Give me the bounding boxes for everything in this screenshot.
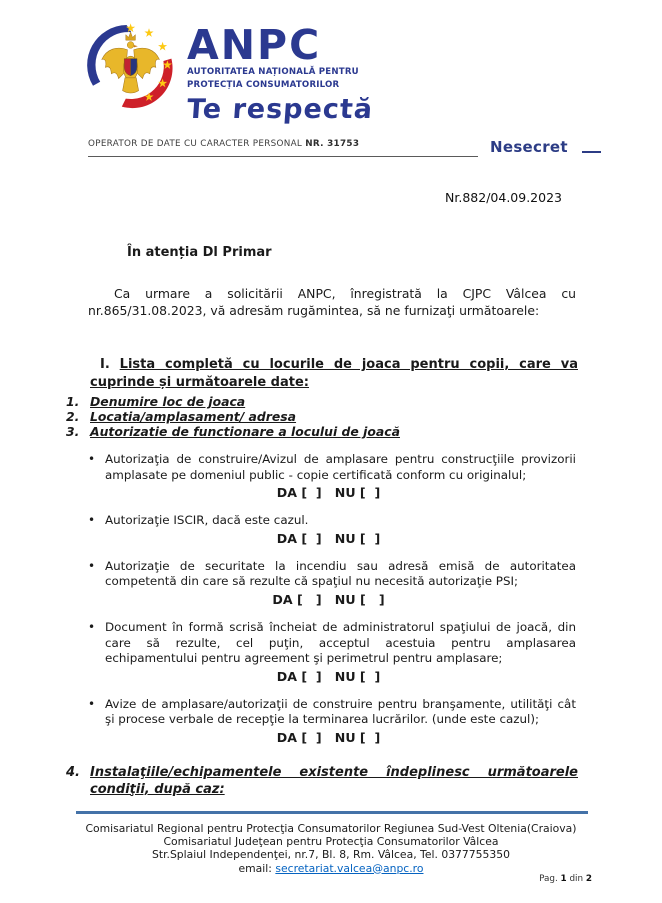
list-item-number: 2. xyxy=(66,409,80,424)
checklist-item xyxy=(88,452,576,500)
section1-heading xyxy=(90,356,578,392)
list-item-text: Locatia/amplasament/ adresa xyxy=(90,409,297,424)
footer-line2: Comisariatul Judeţean pentru Protecţia Consumatorilor Vâlcea xyxy=(163,835,499,849)
list-item xyxy=(66,424,578,439)
anpc-logo xyxy=(85,14,373,125)
document-number: Nr.882/04.09.2023 xyxy=(445,190,562,205)
footer-line1: Comisariatul Regional pentru Protecţia Consumatorilor Regiunea Sud-Vest Oltenia(Craiova) xyxy=(85,822,577,835)
classification-label: Nesecret xyxy=(490,138,568,156)
logo-text xyxy=(187,14,373,125)
checklist-item xyxy=(88,559,576,607)
classification-dash xyxy=(582,151,601,153)
bullet-icon: • xyxy=(88,452,96,466)
da-nu-checkboxes: DA [ ] NU [ ] xyxy=(276,485,381,501)
footer xyxy=(0,822,662,875)
bullet-icon: • xyxy=(88,513,96,528)
footer-email-link[interactable]: secretariat.valcea@anpc.ro xyxy=(275,861,424,875)
operator-label: OPERATOR DE DATE CU CARACTER PERSONAL xyxy=(88,139,303,149)
section4-title: Instalaţiile/echipamentele existente îndeplinesc următoarele condiţii, după caz: xyxy=(90,765,578,797)
intro-paragraph: Ca urmare a solicitării ANPC, înregistrată la CJPC Vâlcea cu nr.865/31.08.2023, vă adresăm rugămintea, să ne furnizaţi următoarele: xyxy=(88,286,576,318)
anpc-coat-of-arms-icon xyxy=(85,14,181,116)
bullet-icon: • xyxy=(88,619,96,634)
page-current: 1 xyxy=(560,874,567,884)
list-item-text: Autorizatie de functionare a locului de joacă xyxy=(90,424,400,439)
da-nu-checkboxes: DA [ ] NU [ ] xyxy=(276,729,381,745)
logo-acronym: ANPC xyxy=(187,21,322,69)
section4-number: 4. xyxy=(66,765,80,780)
logo-tagline: Te respectă xyxy=(185,94,375,125)
section4-heading xyxy=(66,765,578,798)
list-item-number: 1. xyxy=(66,394,80,409)
checklist-item-text: Avize de amplasare/autorizaţii de construire pentru branşamente, utilităţi cât şi procese verbale de recepţie la terminarea lucrărilor. (unde este cazul); xyxy=(105,696,576,727)
logo-subtitle-line2: PROTECȚIA CONSUMATORILOR xyxy=(187,80,340,90)
page-total: 2 xyxy=(585,874,592,884)
footer-email-row xyxy=(0,862,662,875)
checklist-item xyxy=(88,697,576,745)
checklist xyxy=(88,452,576,758)
logo-subtitle-line1: AUTORITATEA NAȚIONALĂ PENTRU xyxy=(187,67,359,77)
checklist-item-text: Autorizaţie de securitate la incendiu sau adresă emisă de autoritatea competentă din care să rezulte că spaţiul nu necesită autorizaţie PSI; xyxy=(105,558,576,589)
da-nu-checkboxes: DA [ ] NU [ ] xyxy=(272,591,385,607)
list-item xyxy=(66,409,578,424)
numbered-list xyxy=(66,394,578,439)
section1-numeral: I. xyxy=(100,357,110,372)
operator-number: NR. 31753 xyxy=(305,139,360,149)
list-item-text: Denumire loc de joaca xyxy=(90,394,246,409)
da-nu-checkboxes: DA [ ] NU [ ] xyxy=(276,530,381,546)
footer-email-label: email: xyxy=(238,861,272,875)
checklist-item xyxy=(88,513,576,546)
operator-line xyxy=(88,139,359,149)
footer-rule xyxy=(76,811,588,814)
checklist-item-text: Document în formă scrisă încheiat de administratorul spaţiului de joacă, din care să rezulte, cel puţin, acceptul acestuia pentru amplasarea echipamentului pentru agreement şi perimetrul pentru amplasare; xyxy=(105,619,576,666)
da-nu-checkboxes: DA [ ] NU [ ] xyxy=(276,668,381,684)
page-separator: din xyxy=(569,874,584,884)
bullet-icon: • xyxy=(88,696,96,711)
checklist-item-text: Autorizaţie ISCIR, dacă este cazul. xyxy=(105,513,309,528)
page-label: Pag. xyxy=(539,874,558,884)
checklist-item-text: Autorizaţia de construire/Avizul de amplasare pentru construcţiile provizorii amplasate pe domeniul public - copie certificată conform cu originalul; xyxy=(105,452,576,482)
header-rule xyxy=(88,156,478,157)
footer-line3: Str.Splaiul Independenţei, nr.7, Bl. 8, Rm. Vâlcea, Tel. 0377755350 xyxy=(151,848,511,862)
list-item xyxy=(66,394,578,409)
salutation: În atenția Dl Primar xyxy=(127,245,272,260)
bullet-icon: • xyxy=(88,558,96,573)
checklist-item xyxy=(88,620,576,684)
section1-title: Lista completă cu locurile de joaca pentru copii, care va cuprinde și următoarele date: xyxy=(90,357,578,390)
list-item-number: 3. xyxy=(66,424,80,439)
page-indicator xyxy=(0,874,592,884)
